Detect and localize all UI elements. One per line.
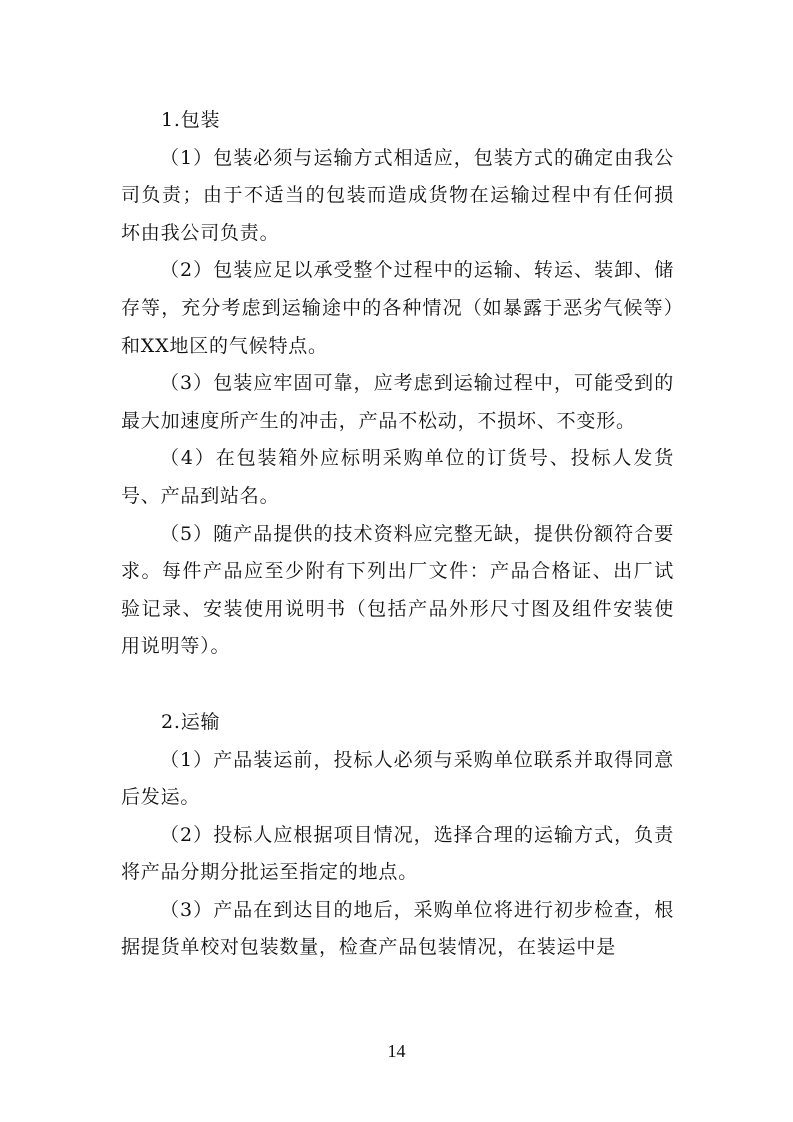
paragraph: （1）包装必须与运输方式相适应，包装方式的确定由我公司负责；由于不适当的包装而造成货物在运输过程中有任何损坏由我公司负责。 [121, 146, 674, 244]
page-number: 14 [387, 1041, 406, 1061]
paragraph: （3）产品在到达目的地后，采购单位将进行初步检查，根据提货单校对包装数量，检查产品包装情况，在装运中是 [121, 898, 674, 959]
paragraph: （2）投标人应根据项目情况，选择合理的运输方式，负责将产品分期分批运至指定的地点。 [121, 823, 674, 884]
paragraph: （1）产品装运前，投标人必须与采购单位联系并取得同意后发运。 [121, 748, 674, 809]
paragraph: （2）包装应足以承受整个过程中的运输、转运、装卸、储存等，充分考虑到运输途中的各种情况（如暴露于恶劣气候等）和XX地区的气候特点。 [121, 259, 674, 357]
paragraph: （3）包装应牢固可靠，应考虑到运输过程中，可能受到的最大加速度所产生的冲击，产品不松动，不损坏、不变形。 [121, 372, 674, 432]
paragraph: （4）在包装箱外应标明采购单位的订货号、投标人发货号、产品到站名。 [121, 447, 674, 507]
section-heading: 1.包装 [161, 109, 221, 131]
paragraph: （5）随产品提供的技术资料应完整无缺，提供份额符合要求。每件产品应至少附有下列出厂文件：产品合格证、出厂试验记录、安装使用说明书（包括产品外形尺寸图及组件安装使用说明等）。 [121, 522, 674, 658]
section-heading: 2.运输 [161, 710, 221, 733]
section-packaging [121, 102, 674, 666]
section-transport [121, 704, 674, 967]
section-spacer [121, 666, 674, 704]
document-body [121, 102, 674, 967]
